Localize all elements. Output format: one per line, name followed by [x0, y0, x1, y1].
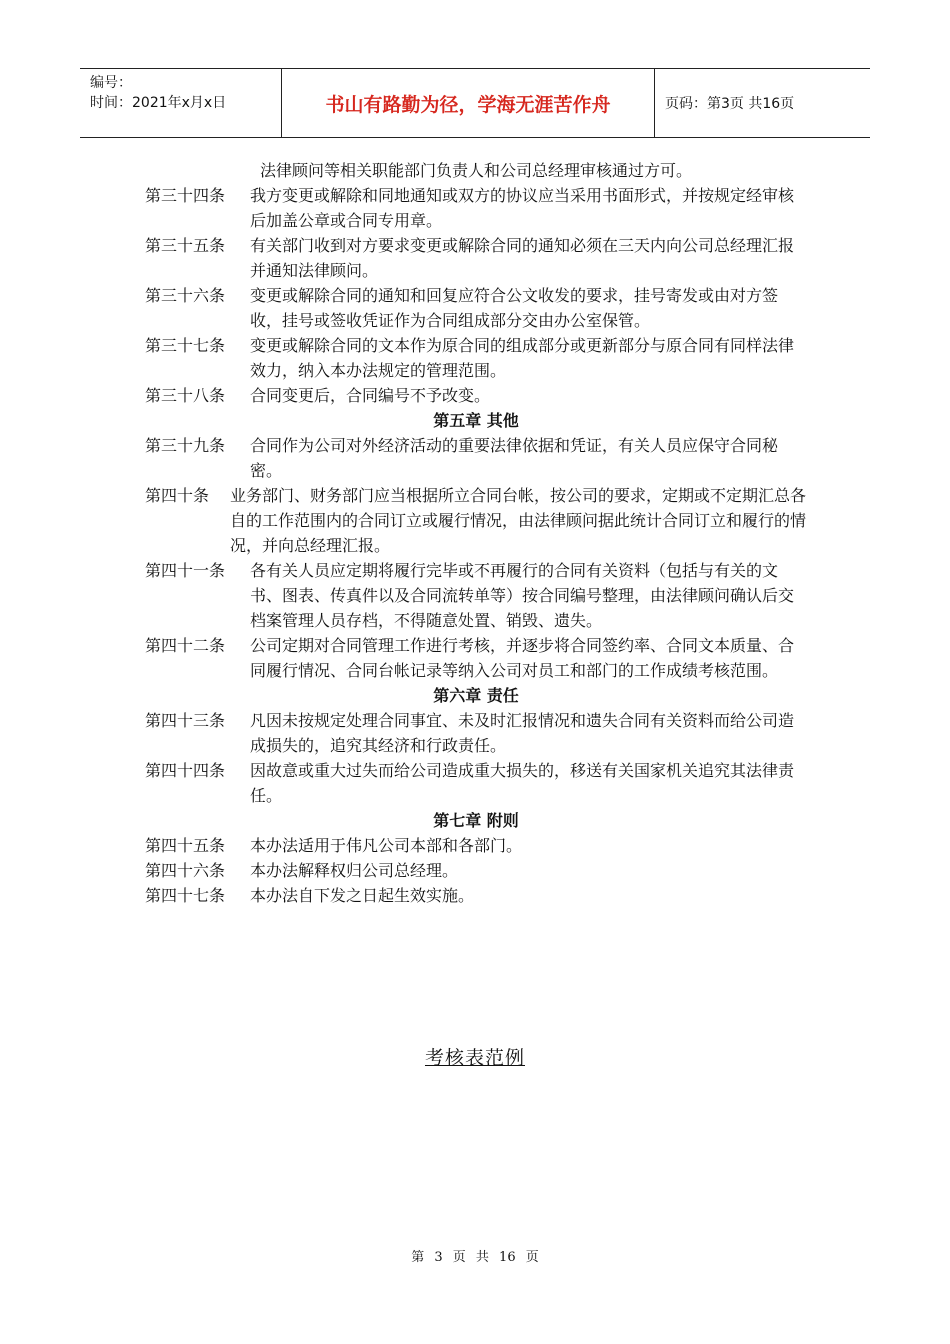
article-42 — [145, 633, 807, 683]
continued-line: 法律顾问等相关职能部门负责人和公司总经理审核通过方可。 — [260, 161, 693, 180]
article-number: 第三十六条 — [145, 286, 226, 305]
serial-label: 编号： — [90, 75, 132, 91]
header-motto: 书山有路勤为径，学海无涯苦作舟 — [282, 69, 655, 137]
document-body — [145, 158, 807, 908]
header-meta — [80, 69, 282, 137]
article-number: 第四十六条 — [145, 861, 226, 880]
article-36 — [145, 283, 807, 333]
sample-title: 考核表范例 — [424, 1047, 525, 1069]
article-39 — [145, 433, 807, 483]
article-41 — [145, 558, 807, 633]
article-47 — [145, 883, 807, 908]
article-number: 第四十条 — [145, 486, 210, 505]
article-number: 第四十五条 — [145, 836, 226, 855]
article-text: 业务部门、财务部门应当根据所立合同台帐，按公司的要求，定期或不定期汇总各自的工作范围内的合同订立或履行情况，由法律顾问据此统计合同订立和履行的情况，并向总经理汇报。 — [230, 486, 807, 555]
article-text: 本办法适用于伟凡公司本部和各部门。 — [250, 836, 523, 855]
date-label: 时间：2021年x月x日 — [90, 95, 227, 111]
page-footer: 第 3 页 共 16 页 — [411, 1250, 539, 1265]
chapter-7-heading: 第七章 附则 — [433, 811, 519, 830]
article-45 — [145, 833, 807, 858]
article-text: 变更或解除合同的文本作为原合同的组成部分或更新部分与原合同有同样法律效力，纳入本办法规定的管理范围。 — [250, 336, 795, 380]
article-text: 变更或解除合同的通知和回复应符合公文收发的要求，挂号寄发或由对方签收，挂号或签收凭证作为合同组成部分交由办公室保管。 — [250, 286, 779, 330]
page-header — [80, 68, 870, 138]
article-44 — [145, 758, 807, 808]
article-number: 第三十七条 — [145, 336, 226, 355]
article-number: 第三十五条 — [145, 236, 226, 255]
article-37 — [145, 333, 807, 383]
article-40 — [145, 483, 807, 558]
article-number: 第四十二条 — [145, 636, 226, 655]
article-number: 第三十八条 — [145, 386, 226, 405]
article-text: 本办法自下发之日起生效实施。 — [250, 886, 475, 905]
article-38 — [145, 383, 807, 408]
article-number: 第四十三条 — [145, 711, 226, 730]
chapter-6-heading: 第六章 责任 — [433, 686, 519, 705]
article-number: 第三十九条 — [145, 436, 226, 455]
article-number: 第三十四条 — [145, 186, 226, 205]
article-text: 各有关人员应定期将履行完毕或不再履行的合同有关资料（包括与有关的文书、图表、传真件以及合同流转单等）按合同编号整理，由法律顾问确认后交档案管理人员存档，不得随意处置、销毁、遗失。 — [250, 561, 795, 630]
header-page-info: 页码：第3页 共16页 — [665, 96, 795, 112]
article-number: 第四十一条 — [145, 561, 226, 580]
article-text: 合同变更后，合同编号不予改变。 — [250, 386, 491, 405]
article-text: 本办法解释权归公司总经理。 — [250, 861, 459, 880]
article-text: 有关部门收到对方要求变更或解除合同的通知必须在三天内向公司总经理汇报并通知法律顾问。 — [250, 236, 795, 280]
article-number: 第四十四条 — [145, 761, 226, 780]
article-text: 合同作为公司对外经济活动的重要法律依据和凭证，有关人员应保守合同秘密。 — [250, 436, 779, 480]
article-43 — [145, 708, 807, 758]
chapter-5-heading: 第五章 其他 — [433, 411, 519, 430]
article-text: 公司定期对合同管理工作进行考核，并逐步将合同签约率、合同文本质量、合同履行情况、合同台帐记录等纳入公司对员工和部门的工作成绩考核范围。 — [250, 636, 795, 680]
article-35 — [145, 233, 807, 283]
article-34 — [145, 183, 807, 233]
article-46 — [145, 858, 807, 883]
article-text: 因故意或重大过失而给公司造成重大损失的，移送有关国家机关追究其法律责任。 — [250, 761, 795, 805]
article-text: 我方变更或解除和同地通知或双方的协议应当采用书面形式，并按规定经审核后加盖公章或合同专用章。 — [250, 186, 795, 230]
article-text: 凡因未按规定处理合同事宜、未及时汇报情况和遗失合同有关资料而给公司造成损失的，追究其经济和行政责任。 — [250, 711, 795, 755]
article-number: 第四十七条 — [145, 886, 226, 905]
